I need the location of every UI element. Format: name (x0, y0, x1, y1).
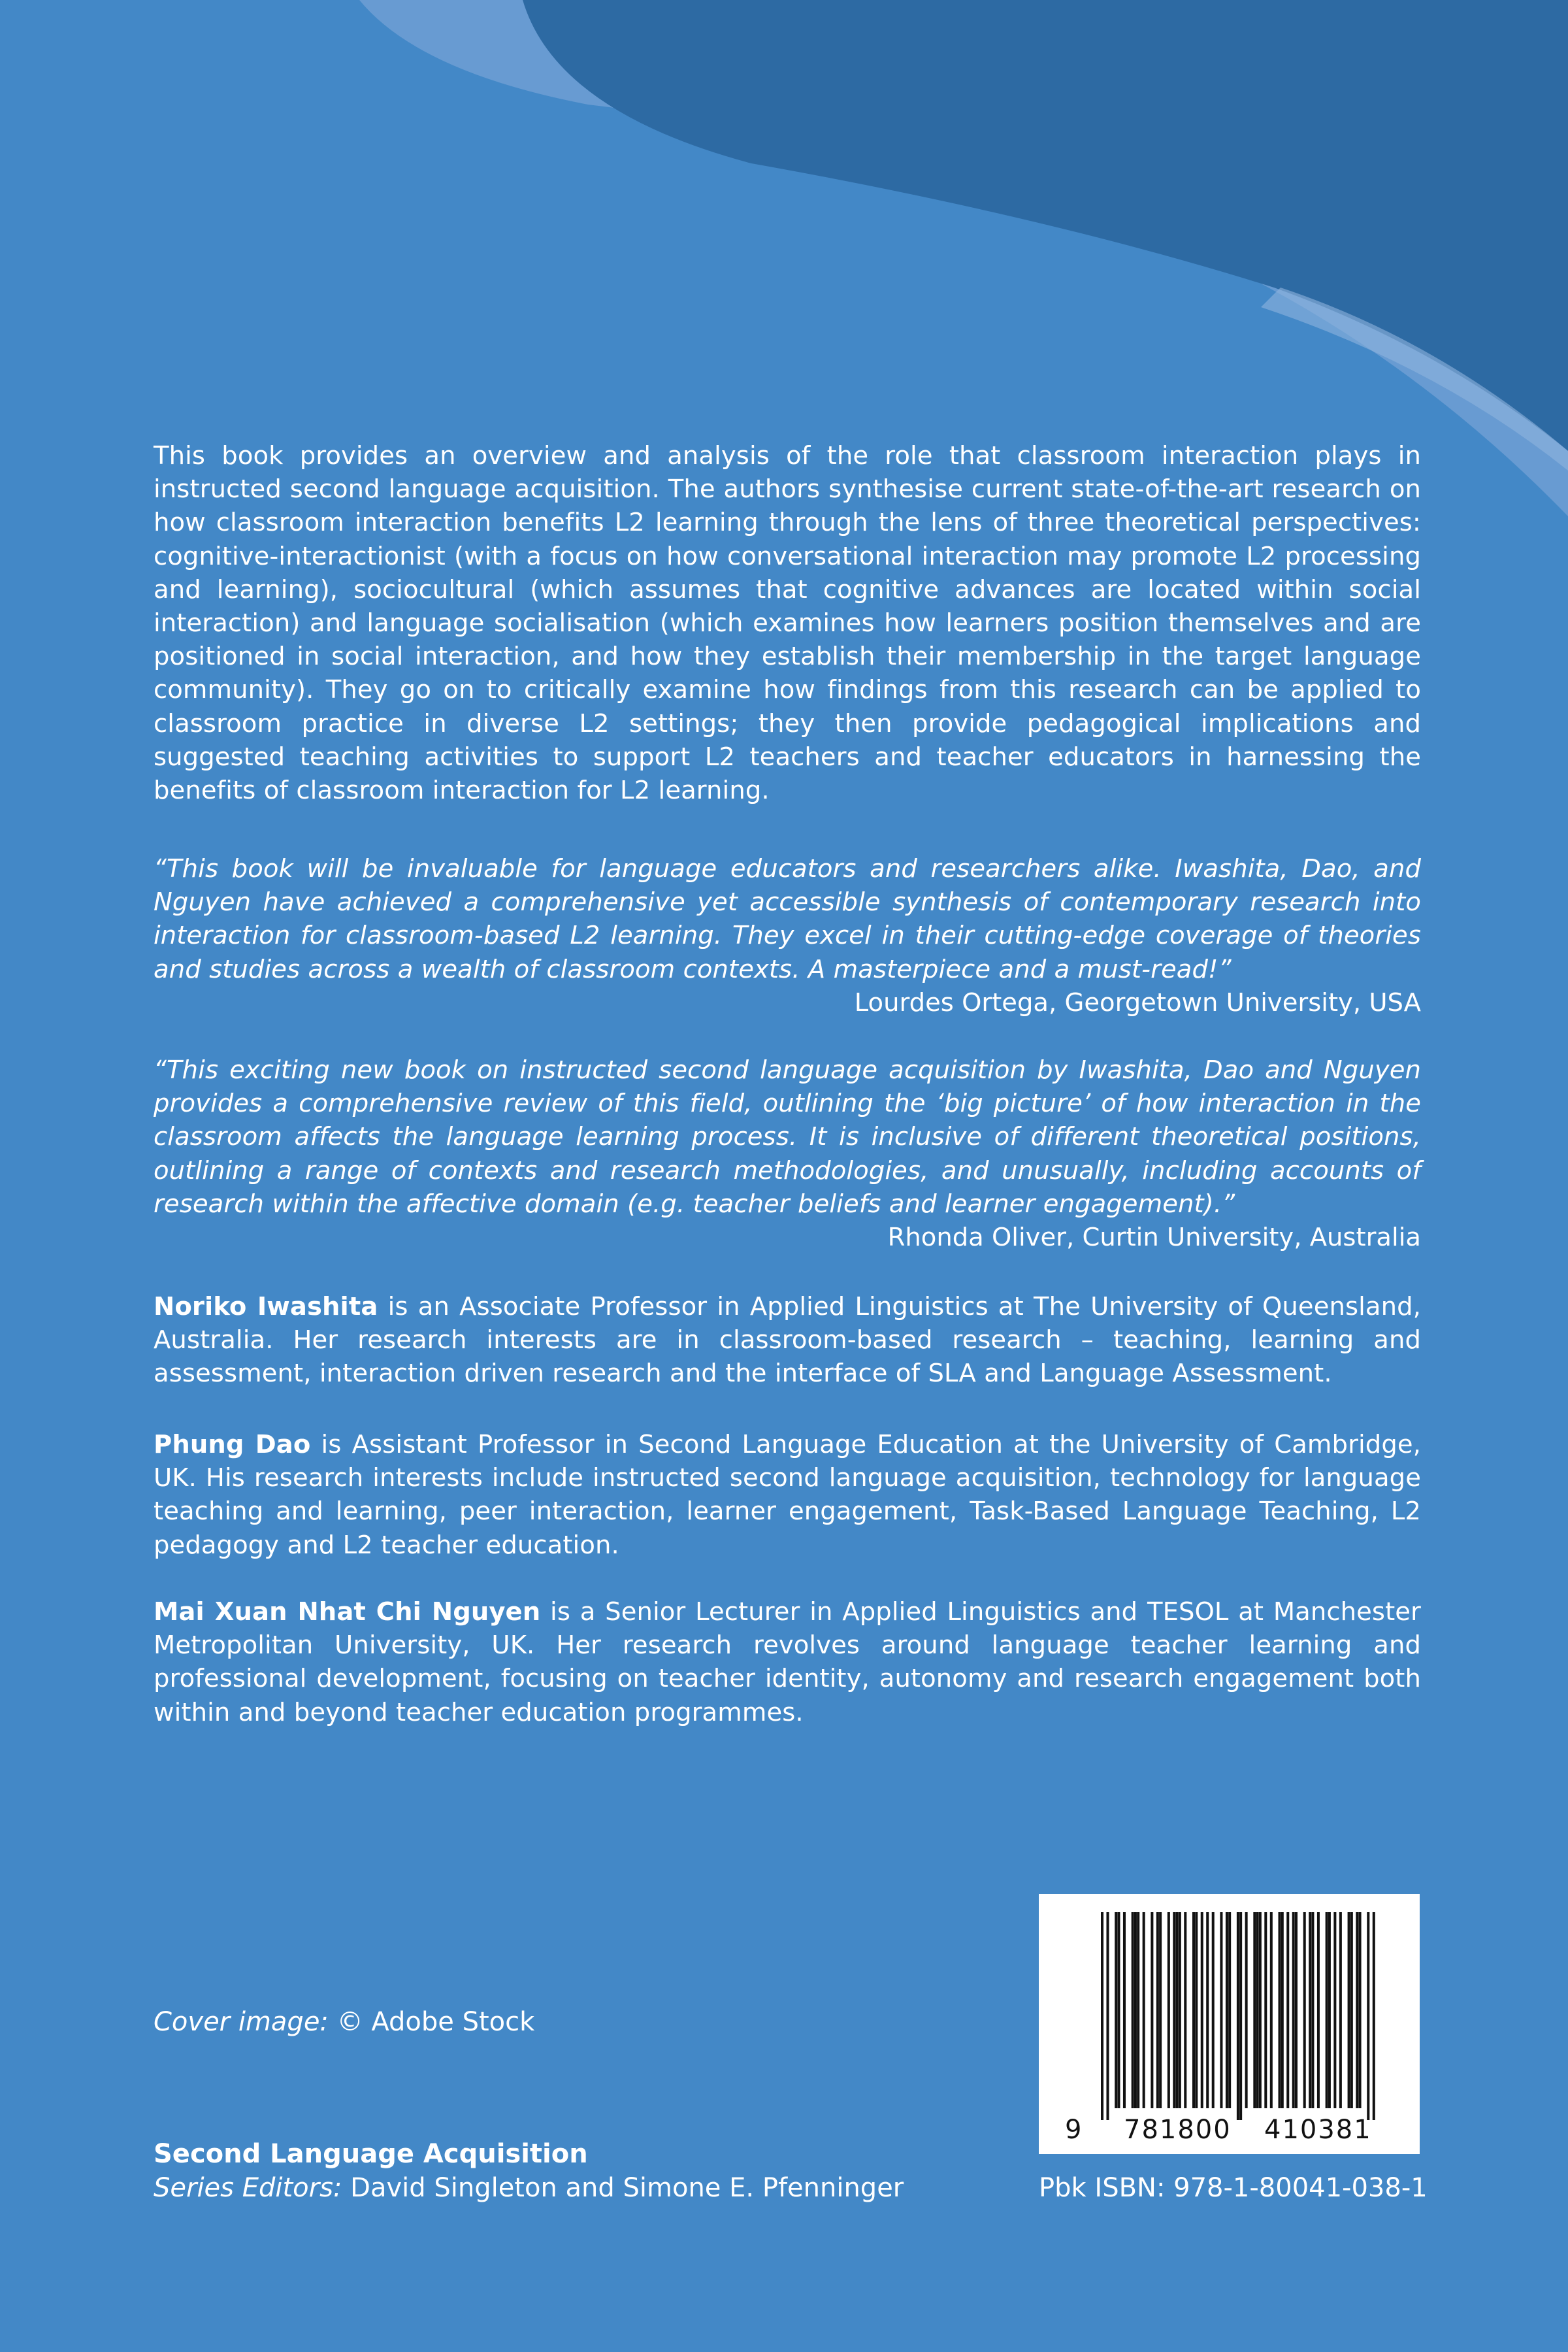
cover-image-credit (154, 2005, 534, 2039)
barcode-bar (1212, 1912, 1215, 2108)
barcode-bar (1117, 1912, 1120, 2108)
author-bio-text: is a Senior Lecturer in Applied Linguistics and TESOL at Manchester Metropolitan University, UK. Her research revolves around language teacher learning and professional development, focusing on teacher identity, autonomy and research engagement both within and beyond teacher education programmes. (154, 1597, 1421, 1727)
cover-credit-label: Cover image: (154, 2007, 329, 2037)
barcode-bar (1303, 1912, 1306, 2108)
barcode-bar (1270, 1912, 1273, 2108)
paperback-isbn: Pbk ISBN: 978-1-80041-038-1 (1039, 2173, 1428, 2203)
series-editors-names: David Singleton and Simone E. Pfenninger (342, 2173, 904, 2203)
book-description (154, 439, 1421, 807)
barcode-bar (1168, 1912, 1170, 2108)
barcode-bar (1206, 1912, 1209, 2108)
barcode-bar (1279, 1912, 1281, 2108)
barcode-bar (1179, 1912, 1181, 2108)
barcode-bar (1256, 1912, 1259, 2108)
barcode-bar (1359, 1912, 1362, 2108)
author-bio-text: is Assistant Professor in Second Language Education at the University of Cambridge, UK. His research interests include instructed second language acquisition, technology for language teaching and learning, peer interaction, learner engagement, Task-Based Language Teaching, L2 pedagogy and L2 teacher education. (154, 1430, 1421, 1560)
author-name: Noriko Iwashita (154, 1292, 378, 1321)
barcode-bar (1156, 1912, 1159, 2108)
author-name: Mai Xuan Nhat Chi Nguyen (154, 1597, 541, 1627)
barcode-bar (1295, 1912, 1298, 2108)
barcode-bar (1286, 1912, 1289, 2108)
barcode-bar (1159, 1912, 1162, 2108)
series-editors-label: Series Editors: (154, 2173, 342, 2203)
barcode-bar (1373, 1912, 1375, 2120)
quote-attribution: Lourdes Ortega, Georgetown University, USA (854, 987, 1421, 1018)
barcode-bar (1348, 1912, 1350, 2108)
barcode-bar (1201, 1912, 1203, 2108)
barcode-right-digits: 410381 (1264, 2115, 1372, 2145)
barcode-bar (1245, 1912, 1248, 2108)
quote-text: “This book will be invaluable for language educators and researchers alike. Iwashita, Dao, and Nguyen have achieved a comprehensive yet accessible synthesis of contemporary research into interaction for classroom-based L2 learning. They excel in their cutting-edge coverage of theories and studies across a wealth of classroom contexts. A masterpiece and a must-read!” (154, 854, 1421, 984)
author-bio (154, 1428, 1421, 1562)
barcode-bar (1176, 1912, 1179, 2108)
barcode-bar (1292, 1912, 1295, 2108)
barcode-bar (1134, 1912, 1137, 2108)
barcode-bar (1115, 1912, 1117, 2108)
author-bio (154, 1595, 1421, 1729)
barcode-bar (1184, 1912, 1186, 2108)
barcode-bar (1192, 1912, 1195, 2108)
barcode-bar (1123, 1912, 1126, 2108)
barcode-bar (1259, 1912, 1262, 2108)
barcode-bar (1350, 1912, 1353, 2108)
barcode-bar (1326, 1912, 1328, 2108)
cover-credit-value: © Adobe Stock (328, 2007, 535, 2037)
barcode-bar (1237, 1912, 1239, 2120)
barcode-bar (1132, 1912, 1134, 2108)
barcode-bar (1226, 1912, 1228, 2108)
barcode-bar (1173, 1912, 1175, 2108)
barcode-bar (1253, 1912, 1256, 2108)
barcode-bar (1143, 1912, 1145, 2108)
barcode-bar (1220, 1912, 1222, 2108)
author-bio (154, 1290, 1421, 1391)
barcode-lead-digit: 9 (1065, 2115, 1083, 2145)
barcode-bar (1281, 1912, 1284, 2108)
author-name: Phung Dao (154, 1430, 311, 1459)
description-text: This book provides an overview and analysis of the role that classroom interaction plays in instructed second language acquisition. The authors synthesise current state-of-the-art research on how classroom interaction benefits L2 learning through the lens of three theoretical perspectives: cognitive-interactionist (with a focus on how conversational interaction may promote L2 processing and learning), sociocultural (which assumes that cognitive advances are located within social interaction) and language socialisation (which examines how learners position themselves and are positioned in social interaction, and how they establish their membership in the target language community). They go on to critically examine how findings from this research can be applied to classroom practice in diverse L2 settings; they then provide pedagogical implications and suggested teaching activities to support L2 teachers and teacher educators in harnessing the benefits of classroom interaction for L2 learning. (154, 441, 1421, 806)
barcode-bar (1106, 1912, 1109, 2120)
barcode-bar (1101, 1912, 1103, 2120)
isbn-barcode (1039, 1894, 1420, 2154)
barcode-left-digits: 781800 (1124, 2115, 1232, 2145)
barcode-bar (1264, 1912, 1267, 2108)
barcode-bar (1356, 1912, 1358, 2108)
barcode-bar (1137, 1912, 1139, 2108)
barcode-bar (1367, 1912, 1369, 2120)
endorsement-quote (154, 852, 1421, 1019)
barcode-bar (1195, 1912, 1198, 2108)
barcode-bar (1311, 1912, 1314, 2108)
endorsement-quote (154, 1053, 1421, 1254)
series-title: Second Language Acquisition (154, 2139, 588, 2169)
barcode-bar (1333, 1912, 1336, 2108)
barcode-bar (1239, 1912, 1242, 2120)
barcode-bar (1309, 1912, 1311, 2108)
barcode-bar (1339, 1912, 1342, 2108)
quote-attribution: Rhonda Oliver, Curtin University, Australia (887, 1223, 1421, 1253)
barcode-bar (1317, 1912, 1320, 2108)
barcode-bar (1328, 1912, 1331, 2108)
quote-text: “This exciting new book on instructed second language acquisition by Iwashita, Dao and Nguyen provides a comprehensive review of this field, outlining the ‘big picture’ of how interaction in the classroom affects the language learning process. It is inclusive of different theoretical positions, outlining a range of contexts and research methodologies, and unusually, including accounts of research within the affective domain (e.g. teacher beliefs and learner engagement).” (154, 1055, 1421, 1219)
barcode-bar (1228, 1912, 1231, 2108)
series-editors (154, 2171, 904, 2205)
barcode-bar (1151, 1912, 1153, 2108)
author-bio-text: is an Associate Professor in Applied Linguistics at The University of Queensland, Australia. Her research interests are in classroom-based research – teaching, learning and assessment, interaction driven research and the interface of SLA and Language Assessment. (154, 1292, 1422, 1389)
